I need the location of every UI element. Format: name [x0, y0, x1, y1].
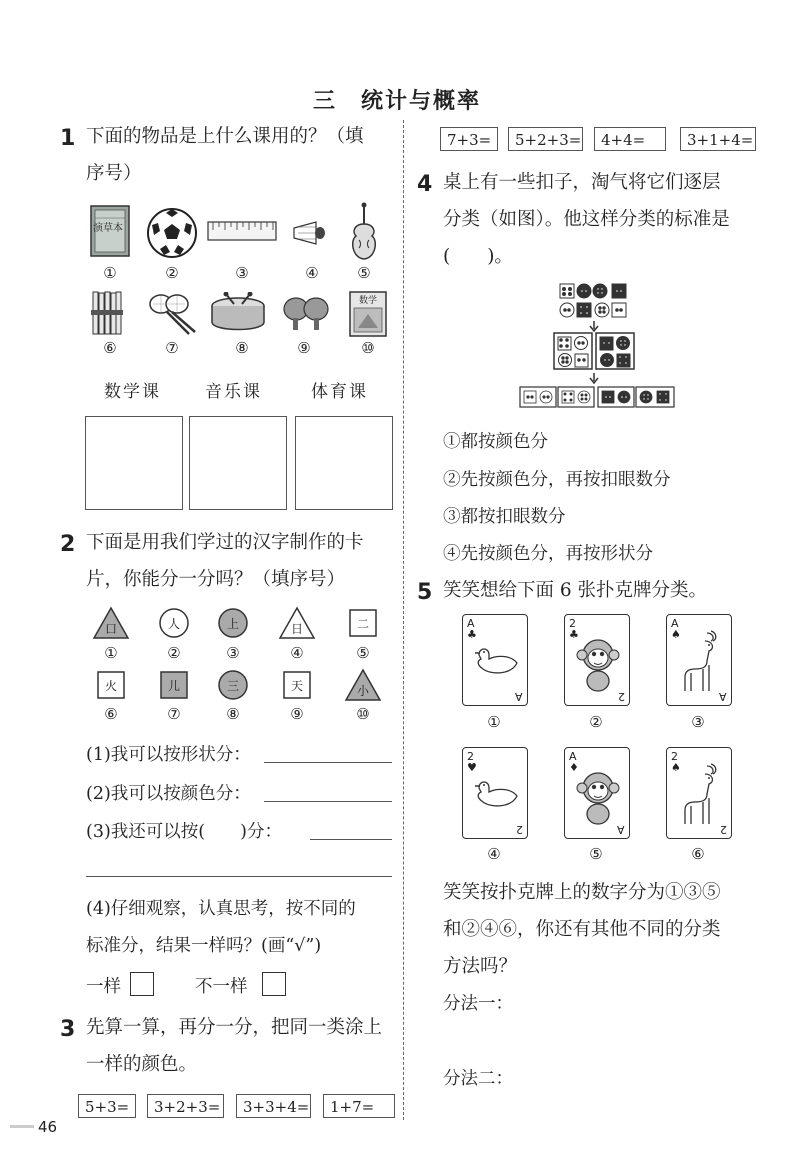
q2-sub1-answer-line[interactable]: [264, 762, 392, 763]
card-rank: A: [671, 617, 679, 630]
poker-card-6: [666, 747, 732, 839]
card-rank-bottom: A: [617, 823, 625, 836]
item-label-10: ⑩: [361, 339, 375, 357]
monkey-icon: [575, 768, 621, 830]
expr-box[interactable]: 1+7=: [323, 1094, 395, 1118]
item-label-6: ⑥: [103, 339, 117, 357]
drum-icon: [208, 292, 268, 340]
exercise-book-label: 演草本: [93, 223, 123, 234]
subject-math: 数学课: [104, 382, 161, 402]
question-3-text-line2: 一样的颜色。: [86, 1054, 198, 1075]
question-3-number: 3: [60, 1017, 76, 1042]
different-checkbox[interactable]: [262, 972, 286, 996]
char-card-10: [344, 668, 382, 702]
subject-pe: 体育课: [311, 382, 368, 402]
char-card-text: 口: [104, 622, 117, 636]
poker-label-2: ②: [589, 713, 603, 731]
subject-music: 音乐课: [205, 382, 262, 402]
card-rank: 2: [569, 617, 576, 630]
question-5-text: 笑笑想给下面 6 张扑克牌分类。: [443, 580, 708, 601]
question-5-number: 5: [417, 580, 433, 605]
q5-after-line3: 方法吗？: [443, 956, 518, 977]
monkey-icon: [575, 635, 621, 697]
question-2-number: 2: [60, 532, 76, 557]
expr-box[interactable]: 5+2+3=: [508, 127, 583, 151]
char-card-7: [160, 671, 188, 699]
poker-card-5: [564, 747, 630, 839]
card-rank: 2: [671, 750, 678, 763]
question-1-text-line2: 序号）: [86, 163, 142, 184]
card-rank-bottom: 2: [720, 823, 727, 836]
poker-label-5: ⑤: [589, 845, 603, 863]
question-4-text-line1: 桌上有一些扣子，淘气将它们逐层: [443, 172, 721, 193]
answer-box-math[interactable]: [85, 416, 183, 510]
item-label-1: ①: [103, 264, 117, 282]
expr-box[interactable]: 7+3=: [440, 127, 498, 151]
card-suit: ♣: [569, 628, 579, 641]
poker-card-4: [462, 747, 528, 839]
different-label: 不一样: [195, 977, 248, 997]
answer-box-music[interactable]: [189, 416, 287, 510]
q5-after-line1: 笑笑按扑克牌上的数字分为①③⑤: [443, 882, 721, 903]
shuttlecock-icon: [292, 220, 326, 250]
item-label-2: ②: [165, 264, 179, 282]
char-card-text: 上: [226, 617, 239, 631]
card-suit: ♣: [467, 628, 477, 641]
item-label-4: ④: [305, 264, 319, 282]
counting-sticks-icon: [90, 290, 124, 340]
card-rank: A: [467, 617, 475, 630]
card-label-7: ⑦: [167, 705, 181, 723]
card-label-1: ①: [104, 644, 118, 662]
question-1-number: 1: [60, 126, 76, 151]
q2-sub4-line1: (4)仔细观察，认真思考，按不同的: [86, 899, 356, 919]
question-4-text-line2: 分类（如图）。他这样分类的标准是: [443, 209, 730, 230]
char-card-text: 日: [290, 622, 303, 636]
question-2-text-line2: 片，你能分一分吗？（填序号）: [86, 569, 346, 590]
question-4-number: 4: [417, 172, 433, 197]
card-suit: ♦: [569, 761, 579, 774]
card-rank: A: [569, 750, 577, 763]
char-card-text: 三: [226, 679, 239, 693]
goat-icon: [677, 762, 723, 832]
card-rank-bottom: 2: [618, 690, 625, 703]
poker-card-3: [666, 614, 732, 706]
q4-option-3[interactable]: ③都按扣眼数分: [443, 507, 566, 527]
char-card-text: 小: [356, 684, 369, 698]
item-label-9: ⑨: [297, 339, 311, 357]
button-classification-diagram: [518, 280, 678, 416]
char-card-text: 火: [104, 679, 117, 693]
expr-box[interactable]: 3+3+4=: [236, 1094, 311, 1118]
card-label-3: ③: [226, 644, 240, 662]
card-label-5: ⑤: [356, 644, 370, 662]
math-book-label: 数学: [359, 296, 378, 306]
card-rank-bottom: 2: [516, 823, 523, 836]
expr-box[interactable]: 4+4=: [594, 127, 666, 151]
card-label-2: ②: [167, 644, 181, 662]
method-1-label: 分法一：: [443, 994, 513, 1014]
violin-icon: [348, 202, 380, 266]
q2-sub1-label: (1)我可以按形状分：: [86, 745, 251, 765]
poker-card-1: [462, 614, 528, 706]
card-rank: 2: [467, 750, 474, 763]
card-label-10: ⑩: [356, 705, 370, 723]
ping-pong-paddles-icon: [282, 295, 330, 337]
card-label-9: ⑨: [290, 705, 304, 723]
poker-label-1: ①: [487, 713, 501, 731]
card-label-4: ④: [290, 644, 304, 662]
question-4-text-line3: ( )。: [443, 246, 513, 267]
card-rank-bottom: A: [515, 690, 523, 703]
char-card-1: [92, 606, 130, 640]
item-label-5: ⑤: [357, 264, 371, 282]
q2-sub2-label: (2)我可以按颜色分：: [86, 784, 251, 804]
expr-box[interactable]: 5+3=: [78, 1094, 136, 1118]
q2-sub3-answer-line2[interactable]: [86, 876, 392, 877]
char-card-4: [278, 606, 316, 640]
char-card-8: [217, 669, 249, 701]
item-label-7: ⑦: [165, 339, 179, 357]
char-card-3: [217, 607, 249, 639]
exercise-book-icon: [88, 204, 132, 258]
card-suit: ♠: [671, 628, 681, 641]
question-2-text-line1: 下面是用我们学过的汉字制作的卡: [86, 532, 364, 553]
item-label-3: ③: [235, 264, 249, 282]
poker-label-4: ④: [487, 845, 501, 863]
goat-icon: [677, 629, 723, 699]
column-divider: [403, 120, 404, 1120]
same-label: 一样: [86, 977, 121, 997]
char-card-2: [158, 607, 190, 639]
card-suit: ♥: [467, 761, 477, 774]
card-label-8: ⑧: [226, 705, 240, 723]
q4-option-2[interactable]: ②先按颜色分，再按扣眼数分: [443, 470, 671, 490]
expr-box[interactable]: 3+2+3=: [147, 1094, 224, 1118]
char-card-text: 天: [290, 679, 303, 693]
question-3-text-line1: 先算一算，再分一分，把同一类涂上: [86, 1017, 383, 1038]
card-label-6: ⑥: [104, 705, 118, 723]
answer-box-pe[interactable]: [295, 416, 393, 510]
card-rank-bottom: A: [719, 690, 727, 703]
poker-card-2: [564, 614, 630, 706]
q4-option-4[interactable]: ④先按颜色分，再按形状分: [443, 544, 653, 564]
char-card-6: [97, 671, 125, 699]
q2-sub4-line2: 标准分，结果一样吗？(画“√”): [86, 936, 322, 956]
ruler-icon: [207, 220, 277, 246]
page-title: 三 统计与概率: [312, 89, 481, 114]
same-checkbox[interactable]: [130, 972, 154, 996]
soccer-ball-icon: [146, 207, 198, 263]
method-2-label: 分法二：: [443, 1069, 513, 1089]
char-card-9: [283, 671, 311, 699]
char-card-5: [349, 609, 377, 637]
poker-label-3: ③: [691, 713, 705, 731]
char-card-text: 二: [356, 617, 369, 631]
q2-sub3-label: (3)我还可以按( )分：: [86, 822, 282, 842]
badminton-rackets-icon: [145, 292, 199, 340]
q4-option-1[interactable]: ①都按颜色分: [443, 432, 548, 452]
poker-label-6: ⑥: [691, 845, 705, 863]
math-book-icon: [348, 290, 388, 342]
page-number: 46: [38, 1118, 58, 1136]
char-card-text: 儿: [167, 679, 180, 693]
char-card-text: 人: [167, 617, 180, 631]
question-1-text-line1: 下面的物品是上什么课用的？（填: [86, 126, 364, 147]
q2-sub2-answer-line[interactable]: [264, 801, 392, 802]
expr-box[interactable]: 3+1+4=: [680, 127, 756, 151]
page-number-mark: [10, 1125, 34, 1128]
duck-icon: [471, 774, 521, 818]
q5-after-line2: 和②④⑥，你还有其他不同的分类: [443, 919, 721, 940]
duck-icon: [471, 641, 521, 685]
item-label-8: ⑧: [235, 339, 249, 357]
card-suit: ♠: [671, 761, 681, 774]
q2-sub3-answer-line[interactable]: [310, 839, 392, 840]
